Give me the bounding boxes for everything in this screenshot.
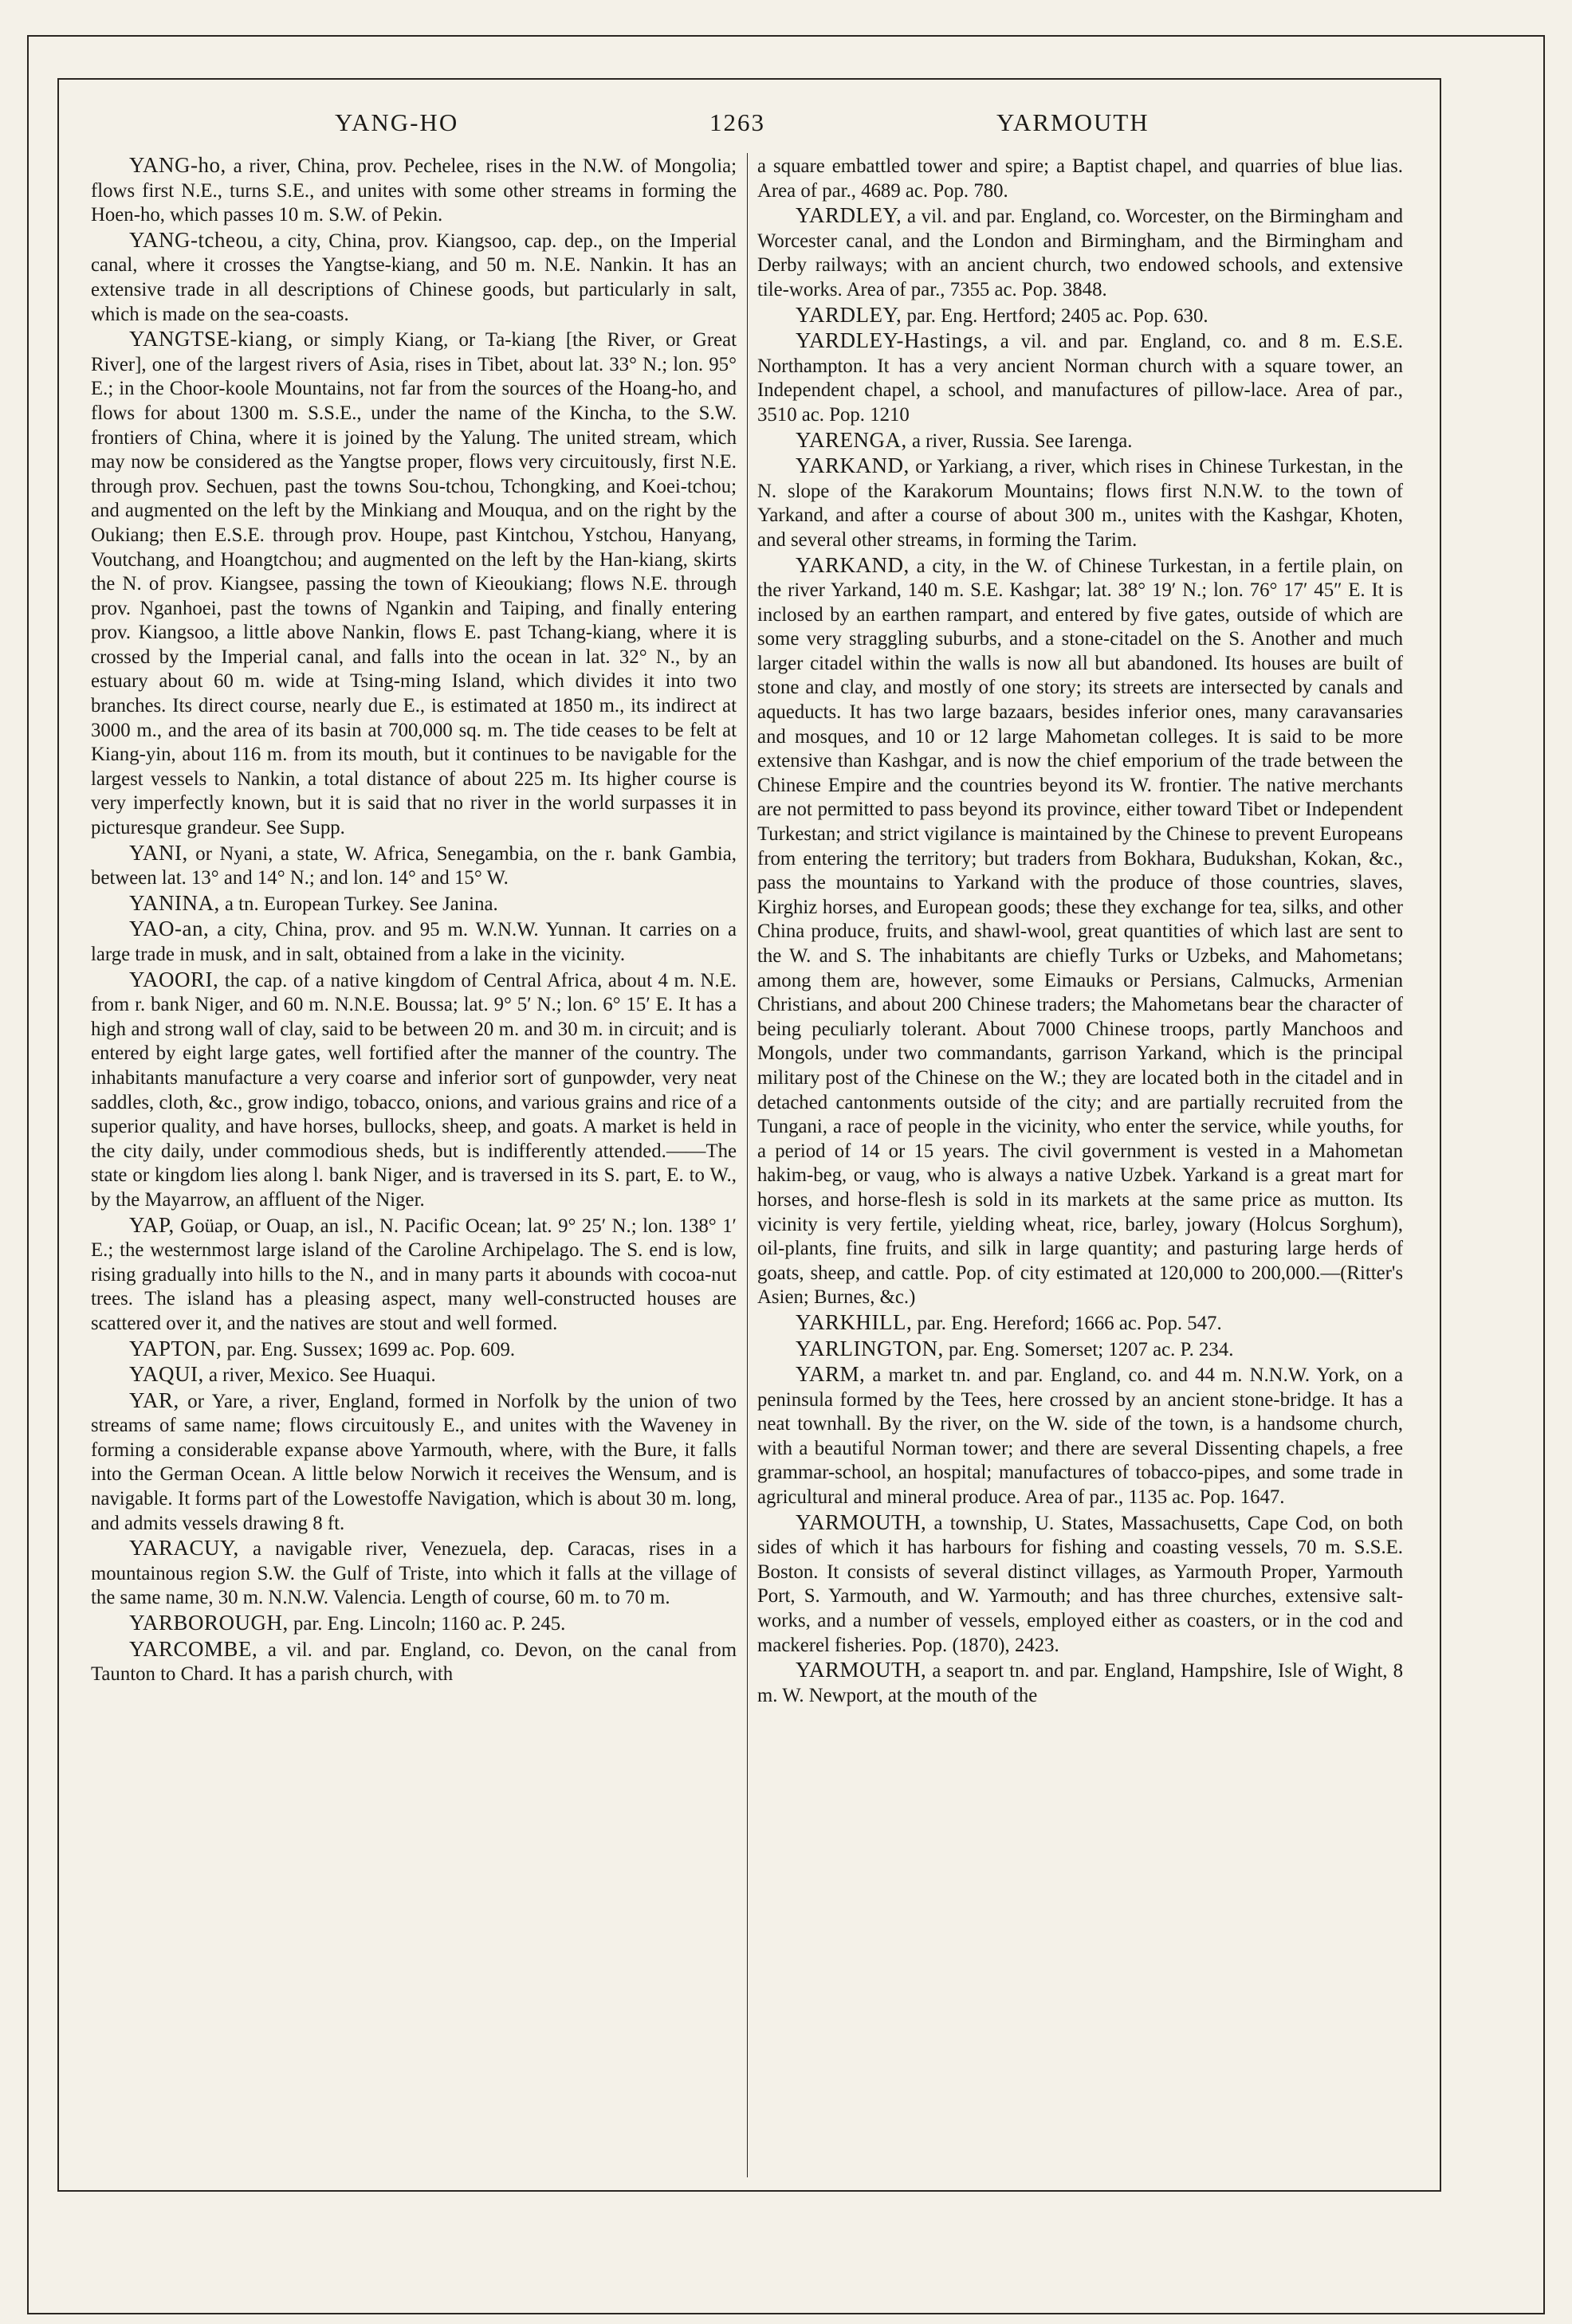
- left-column: [91, 153, 737, 1687]
- entry-yani: YANI, or Nyani, a state, W. Africa, Senegambia, on the r. bank Gambia, between lat. 13° and 14° N.; and lon. 14° and 15° W.: [91, 840, 737, 889]
- entry-yar: YAR, or Yare, a river, England, formed in Norfolk by the union of two streams of same name; flows circuitously E., and unites with the Waveney in forming a considerable expanse above Yarmouth, where, with the Bure, it falls into the German Ocean. A little below Norwich it receives the Wensum, and is navigable. It forms part of the Lowestoffe Navigation, which is about 30 m. long, and admits vessels drawing 8 ft.: [91, 1388, 737, 1534]
- entry-yapton: YAPTON, par. Eng. Sussex; 1699 ac. Pop. 609.: [129, 1336, 516, 1360]
- right-column: [757, 153, 1403, 1708]
- entry-yaqui: YAQUI, a river, Mexico. See Huaqui.: [129, 1362, 436, 1387]
- entry-yarborough: YARBOROUGH, par. Eng. Lincoln; 1160 ac. P. 245.: [129, 1611, 566, 1635]
- entry-yangtse-kiang: YANGTSE-kiang, or simply Kiang, or Ta-kiang [the River, or Great River], one of the largest rivers of Asia, rises in Tibet, about lat. 33° N.; lon. 95° E.; in the Choor-koole Mountains, not far from the sources of the Hoang-ho, and flows for about 1300 m. S.S.E., under the name of the Kincha, to the S.W. frontiers of China, where it is joined by the Yalung. The united stream, which may now be considered as the Yangtse proper, flows very circuitously, first N.E. through prov. Sechuen, past the towns Sou-tchou, Tchongking, and Koei-tchou; and augmented on the left by the Minkiang and Mouqua, and on the right by the Oukiang; then E.S.E. through prov. Houpe, past Kintchou, Ystchou, Hanyang, Voutchang, and Hoangtchou; and augmented on the left by the Han-kiang, skirts the N. of prov. Kiangsee, passing the town of Kieoukiang; flows N.E. through prov. Nganhoei, past the towns of Ngankin and Taiping, and finally entering prov. Kiangsoo, a little above Nankin, flows E. past Tchang-kiang, where it is crossed by the Imperial canal, and falls into the ocean in lat. 32° N., by an estuary about 60 m. wide at Tsing-ming Island, which divides it into two branches. Its direct course, nearly due E., is estimated at 1850 m., its indirect at 3000 m., and the area of its basin at 700,000 sq. m. The tide ceases to be felt at Kiang-yin, about 116 m. from its mouth, but it continues to be navigable for the largest vessels to Nankin, a total distance of about 225 m. Its higher course is very imperfectly known, but it is said that no river in the world surpasses it in picturesque grandeur. See Supp.: [91, 327, 737, 839]
- entry-yardley-hastings: YARDLEY-Hastings, a vil. and par. England, co. and 8 m. E.S.E. Northampton. It has a very ancient Norman church with a square tower, an Independent chapel, a school, and manufactures of pillow-lace. Area of par., 3510 ac. Pop. 1210: [757, 328, 1403, 426]
- entry-yarlington: YARLINGTON, par. Eng. Somerset; 1207 ac. P. 234.: [796, 1336, 1234, 1360]
- entry-yardley-worcester: YARDLEY, a vil. and par. England, co. Worcester, on the Birmingham and Worcester canal, and the London and Birmingham, and the Birmingham and Derby railways; with an ancient church, two endowed schools, and extensive tile-works. Area of par., 7355 ac. Pop. 3848.: [757, 203, 1403, 300]
- entry-yarmouth-us: YARMOUTH, a township, U. States, Massachusetts, Cape Cod, on both sides of which it has harbours for fishing and coasting vessels, 70 m. S.S.E. Boston. It consists of several distinct villages, as Yarmouth Proper, Yarmouth Port, S. Yarmouth, and W. Yarmouth; and has three churches, extensive salt-works, and a number of vessels, employed either as coasters, or in the cod and mackerel fisheries. Pop. (1870), 2423.: [757, 1509, 1403, 1656]
- entry-yarkhill: YARKHILL, par. Eng. Hereford; 1666 ac. Pop. 547.: [796, 1309, 1222, 1334]
- entry-yang-ho: YANG-ho, a river, China, prov. Pechelee, rises in the N.W. of Mongolia; flows first N.E., turns S.E., and unites with some other streams in forming the Hoen-ho, which passes 10 m. S.W. of Pekin.: [91, 153, 737, 226]
- entry-yarmouth-england: YARMOUTH, a seaport tn. and par. England, Hampshire, Isle of Wight, 8 m. W. Newport, at the mouth of the: [757, 1658, 1403, 1706]
- entry-yanina: YANINA, a tn. European Turkey. See Janina.: [129, 890, 498, 915]
- column-divider: [747, 153, 748, 2177]
- entry-yarenga: YARENGA, a river, Russia. See Iarenga.: [796, 427, 1133, 452]
- entry-yardley-hertford: YARDLEY, par. Eng. Hertford; 2405 ac. Pop. 630.: [796, 302, 1208, 327]
- entry-yaoori: YAOORI, the cap. of a native kingdom of Central Africa, about 4 m. N.E. from r. bank Niger, and 60 m. N.N.E. Boussa; lat. 9° 5′ N.; lon. 6° 15′ E. It has a high and strong wall of clay, said to be between 20 m. and 30 m. in circuit; and is entered by eight large gates, well fortified after the manner of the country. The inhabitants manufacture a very coarse and inferior sort of gunpowder, very neat saddles, cloth, &c., grow indigo, tobacco, onions, and various grains and rice of a superior quality, and have horses, bullocks, sheep, and goats. A market is held in the city daily, under commodious sheds, but is indifferently attended.——The state or kingdom lies along l. bank Niger, and is traversed in its S. part, E. to W., by the Mayarrow, an affluent of the Niger.: [91, 967, 737, 1211]
- page-number: 1263: [709, 108, 765, 136]
- entry-yarkand-river: YARKAND, or Yarkiang, a river, which rises in Chinese Turkestan, in the N. slope of the Karakorum Mountains; flows first N.N.W. to the town of Yarkand, and after a course of about 300 m., unites with the Kashgar, Khoten, and several other streams, in forming the Tarim.: [757, 453, 1403, 551]
- entry-yarm: YARM, a market tn. and par. England, co. and 44 m. N.N.W. York, on a peninsula formed by the Tees, here crossed by an ancient stone-bridge. It has a neat townhall. By the river, on the W. side of the town, is a handsome church, with a beautiful Norman tower; and there are several Dissenting chapels, a free grammar-school, an hospital; manufactures of tobacco-pipes, and some trade in agricultural and mineral produce. Area of par., 1135 ac. Pop. 1647.: [757, 1362, 1403, 1509]
- entry-yap: YAP, Goüap, or Ouap, an isl., N. Pacific Ocean; lat. 9° 25′ N.; lon. 138° 1′ E.; the westernmost large island of the Caroline Archipelago. The S. end is low, rising gradually into hills to the N., and in many parts it abounds with cocoa-nut trees. The island has a pleasing aspect, many well-constructed houses are scattered over it, and the natives are stout and well formed.: [91, 1212, 737, 1334]
- entry-yarcombe: YARCOMBE, a vil. and par. England, co. Devon, on the canal from Taunton to Chard. It has a parish church, with: [91, 1636, 737, 1686]
- entry-yaracuy: YARACUY, a navigable river, Venezuela, dep. Caracas, rises in a mountainous region S.W. the Gulf of Triste, into which it falls at the village of the same name, 30 m. N.N.W. Valencia. Length of course, 60 m. to 70 m.: [91, 1536, 737, 1609]
- running-head-left: YANG-HO: [335, 108, 459, 136]
- running-head-right: YARMOUTH: [996, 108, 1150, 136]
- entry-yarcombe-continued: a square embattled tower and spire; a Baptist chapel, and quarries of blue lias. Area of par., 4689 ac. Pop. 780.: [757, 155, 1403, 202]
- entry-yang-tcheou: YANG-tcheou, a city, China, prov. Kiangsoo, cap. dep., on the Imperial canal, where it crosses the Yangtse-kiang, and 50 m. N.E. Nankin. It has an extensive trade in all descriptions of Chinese goods, but particularly in salt, which is made on the sea-coasts.: [91, 227, 737, 325]
- entry-yao-an: YAO-an, a city, China, prov. and 95 m. W.N.W. Yunnan. It carries on a large trade in musk, and in salt, obtained from a lake in the vicinity.: [91, 917, 737, 965]
- entry-yarkand-city: YARKAND, a city, in the W. of Chinese Turkestan, in a fertile plain, on the river Yarkand, 140 m. S.E. Kashgar; lat. 38° 19′ N.; lon. 76° 17′ 45″ E. It is inclosed by an earthen rampart, and entered by five gates, outside of which are some very straggling suburbs, and a stone-citadel on the S. Another and much larger citadel within the walls is now all but abandoned. Its houses are built of stone and clay, and mostly of one story; its streets are intersected by canals and aqueducts. It has two large bazaars, besides inferior ones, many caravansaries and mosques, and 10 or 12 large Mahometan colleges. It is said to be more extensive than Kashgar, and is now the chief emporium of the trade between the Chinese Empire and the countries beyond its W. frontier. The native merchants are not permitted to pass beyond its province, either toward Tibet or Independent Turkestan; and strict vigilance is maintained by the Chinese to prevent Europeans from entering the territory; but traders from Bokhara, Budukshan, Kokan, &c., pass the mountains to Yarkand with the produce of those countries, slaves, Kirghiz horses, and European goods; these they exchange for tea, silks, and other China produce, fruits, and shawl-wool, great quantities of which last are sent to the W. and S. The inhabitants are chiefly Turks or Uzbeks, and Mahometans; among them are, however, some Eimauks or Persians, Calmucks, Armenian Christians, and about 200 Chinese traders; the Mahometans bear the character of being peculiarly tolerant. About 7000 Chinese troops, partly Manchoos and Mongols, under two commandants, garrison Yarkand, which is the principal military post of the Chinese on the W.; they are located both in the citadel and in detached cantonments outside of the city; and are partially recruited from the Tungani, a race of people in the vicinity, who enter the service, while youths, for a period of 14 or 15 years. The civil government is vested in a Mahometan hakim-beg, or vaug, who is always a native Uzbek. Yarkand is a great mart for horses, and horse-flesh is sold in its markets at the same price as mutton. Its vicinity is very fertile, yielding wheat, rice, barley, jowary (Holcus Sorghum), oil-plants, fine fruits, and silk in large quantity; and pasturing large herds of goats, sheep, and cattle. Pop. of city estimated at 120,000 to 200,000.—(Ritter's Asien; Burnes, &c.): [757, 552, 1403, 1309]
